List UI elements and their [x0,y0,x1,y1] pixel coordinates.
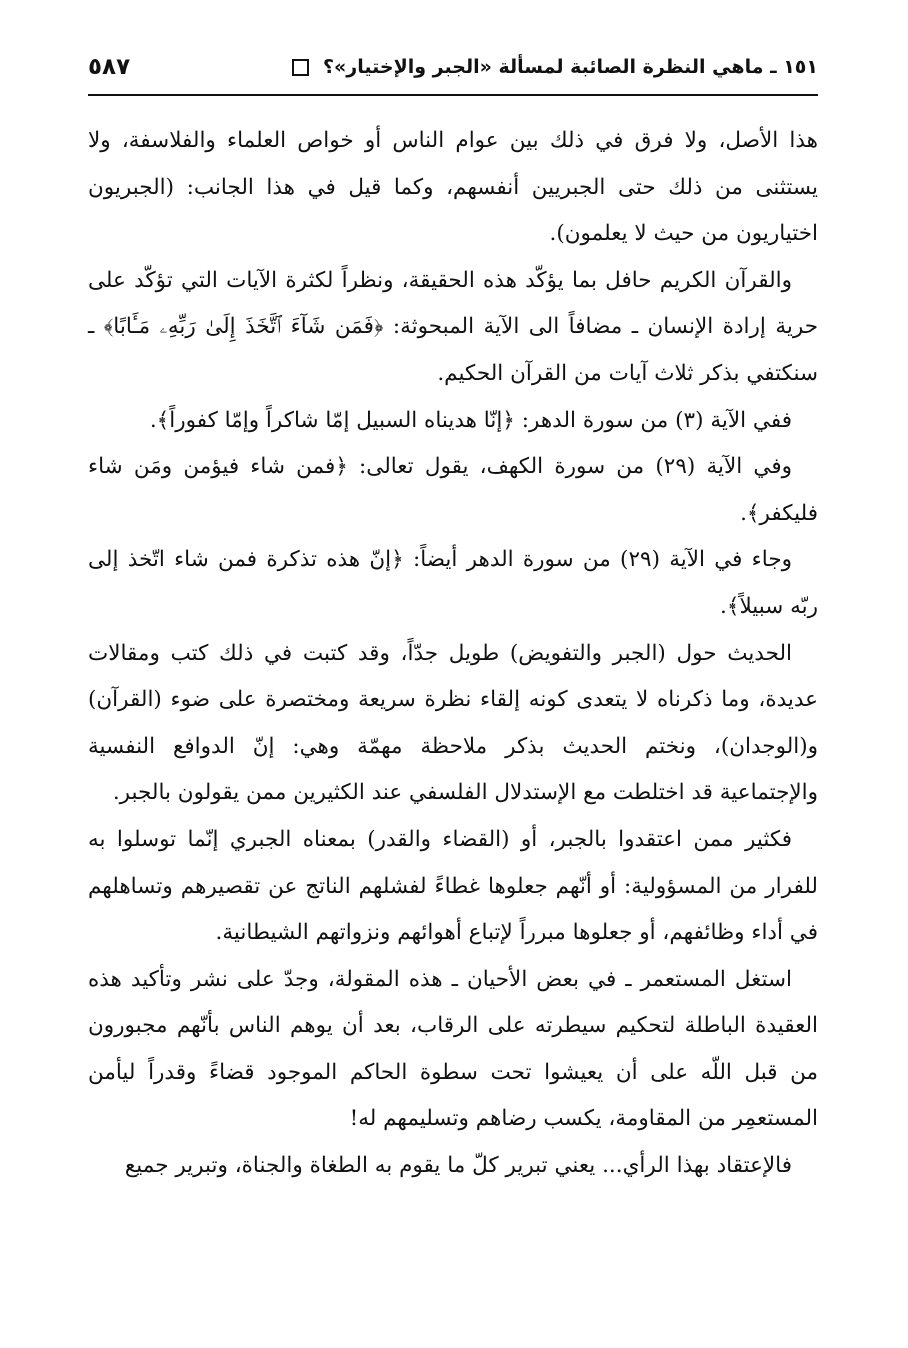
paragraph-6: الحديث حول (الجبر والتفويض) طويل جدّاً، وقد كتبت في ذلك كتب ومقالات عديدة، وما ذكرناه لا يتعدى كونه إلقاء نظرة سريعة ومختصرة على ضوء (القرآن) و(الوجدان)، ونختم الحديث بذكر ملاحظة مهمّة وهي: إنّ الدوافع النفسية والإجتماعية قد اختلطت مع الإستدلال الفلسفي عند الكثيرين ممن يقولون بالجبر. [88,640,818,806]
paragraph-3: ففي الآية (٣) من سورة الدهر: ﴿إنّا هديناه السبيل إمّا شاكراً وإمّا كفوراً﴾. [149,407,792,433]
paragraph-5: وجاء في الآية (٢٩) من سورة الدهر أيضاً: ﴿إنّ هذه تذكرة فمن شاء اتّخذ إلى ربّه سبيلاً﴾. [88,547,818,619]
body-text [88,118,818,1190]
paragraph-7: فكثير ممن اعتقدوا بالجبر، أو (القضاء والقدر) بمعناه الجبري إنّما توسلوا به للفرار من المسؤولية: أو أنّهم جعلوها غطاءً لفشلهم الناتج عن تقصيرهم وتساهلهم في أداء وظائفهم، أو جعلوها مبرراً لإتباع أهوائهم ونزواتهم الشيطانية. [88,826,818,946]
paragraph-1: هذا الأصل، ولا فرق في ذلك بين عوام الناس أو خواص العلماء والفلاسفة، ولا يستثنى من ذلك حتى الجبريين أنفسهم، وكما قيل في هذا الجانب: (الجبريون اختياريون من حيث لا يعلمون). [88,128,818,247]
square-ornament-icon [292,59,309,76]
page-header [88,40,818,96]
paragraph-9: فالإعتقاد بهذا الرأي... يعني تبرير كلّ ما يقوم به الطغاة والجناة، وتبرير جميع [124,1153,792,1179]
paragraph-8: استغل المستعمر ـ في بعض الأحيان ـ هذه المقولة، وجدّ على نشر وتأكيد هذه العقيدة الباطلة لتحكيم سيطرته على الرقاب، بعد أن يوهم الناس بأنّهم مجبورون من قبل اللّه على أن يعيشوا تحت سطوة الحاكم الموجود قضاءً وقدراً ليأمن المستعمِر من المقاومة، يكسب رضاهم وتسليمهم له! [88,966,818,1132]
paragraph-2: والقرآن الكريم حافل بما يؤكّد هذه الحقيقة، ونظراً لكثرة الآيات التي تؤكّد على حرية إرادة الإنسان ـ مضافاً الى الآية المبحوثة: ﴿فَمَن شَآءَ ٱتَّخَذَ إِلَىٰ رَبِّهِۦ مَـَٔابًا﴾ ـ سنكتفي بذكر ثلاث آيات من القرآن الحكيم. [88,267,818,386]
page-number: ٥٨٧ [88,54,131,80]
running-title: ١٥١ ـ ماهي النظرة الصائبة لمسألة «الجبر والإختيار»؟ [323,56,818,78]
book-page [88,40,818,1330]
paragraph-4: وفي الآية (٢٩) من سورة الكهف، يقول تعالى: ﴿فمن شاء فيؤمن ومَن شاء فليكفر﴾. [88,454,818,526]
